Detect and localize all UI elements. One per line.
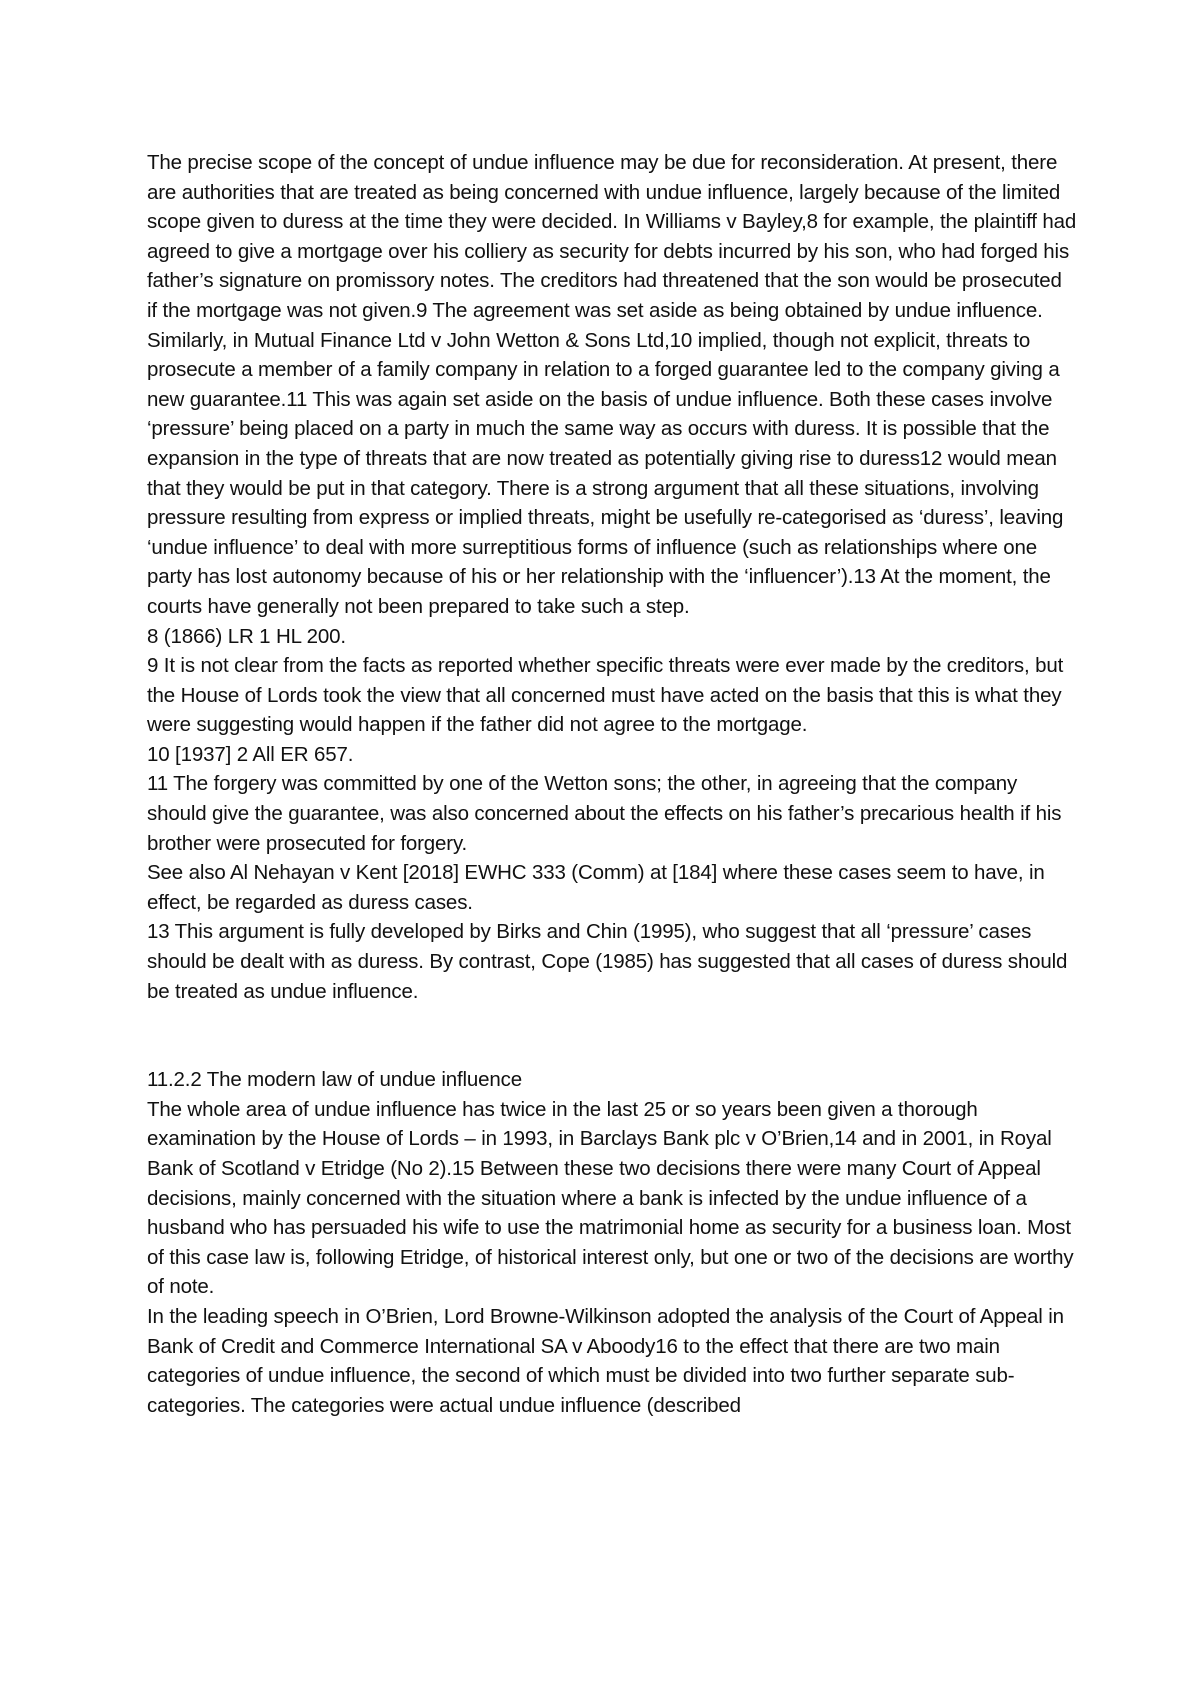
- footnote-13: 13 This argument is fully developed by Birks and Chin (1995), who suggest that all ‘pressure’ cases should be dealt with as duress. By contrast, Cope (1985) has suggested that all cases of duress should be treated as undue influence.: [147, 920, 1068, 1003]
- footnote-8: 8 (1866) LR 1 HL 200.: [147, 624, 346, 648]
- section-spacer: [147, 1006, 1077, 1065]
- footnote-9: 9 It is not clear from the facts as reported whether specific threats were ever made by the creditors, but the House of Lords took the view that all concerned must have acted on the basis that this is what they were suggesting would happen if the father did not agree to the mortgage.: [147, 654, 1064, 737]
- document-page: [147, 148, 1077, 1420]
- section-heading: 11.2.2 The modern law of undue influence: [147, 1068, 523, 1092]
- paragraph-undue-influence-scope: The precise scope of the concept of undue influence may be due for reconsideration. At present, there are authorities that are treated as being concerned with undue influence, largely because of the limited scope given to duress at the time they were decided. In Williams v Bayley,8 for example, the plaintiff had agreed to give a mortgage over his colliery as security for debts incurred by his son, who had forged his father’s signature on promissory notes. The creditors had threatened that the son would be prosecuted if the mortgage was not given.9 The agreement was set aside as being obtained by undue influence. Similarly, in Mutual Finance Ltd v John Wetton & Sons Ltd,10 implied, though not explicit, threats to prosecute a member of a family company in relation to a forged guarantee led to the company giving a new guarantee.11 This was again set aside on the basis of undue influence. Both these cases involve ‘pressure’ being placed on a party in much the same way as occurs with duress. It is possible that the expansion in the type of threats that are now treated as potentially giving rise to duress12 would mean that they would be put in that category. There is a strong argument that all these situations, involving pressure resulting from express or implied threats, might be usefully re-categorised as ‘duress’, leaving ‘undue influence’ to deal with more surreptitious forms of influence (such as relationships where one party has lost autonomy because of his or her relationship with the ‘influencer’).13 At the moment, the courts have generally not been prepared to take such a step.: [147, 151, 1077, 618]
- paragraph-obrien-categories: In the leading speech in O’Brien, Lord Browne-Wilkinson adopted the analysis of the Court of Appeal in Bank of Credit and Commerce International SA v Aboody16 to the effect that there are two main categories of undue influence, the second of which must be divided into two further separate sub-categories. The categories were actual undue influence (described: [147, 1304, 1064, 1417]
- footnote-11: 11 The forgery was committed by one of the Wetton sons; the other, in agreeing that the company should give the guarantee, was also concerned about the effects on his father’s precarious health if his brother were prosecuted for forgery.: [147, 772, 1062, 855]
- footnote-12: See also Al Nehayan v Kent [2018] EWHC 333 (Comm) at [184] where these cases seem to have, in effect, be regarded as duress cases.: [147, 861, 1045, 914]
- footnote-10: 10 [1937] 2 All ER 657.: [147, 742, 354, 766]
- paragraph-modern-law: The whole area of undue influence has twice in the last 25 or so years been given a thorough examination by the House of Lords – in 1993, in Barclays Bank plc v O’Brien,14 and in 2001, in Royal Bank of Scotland v Etridge (No 2).15 Between these two decisions there were many Court of Appeal decisions, mainly concerned with the situation where a bank is infected by the undue influence of a husband who has persuaded his wife to use the matrimonial home as security for a business loan. Most of this case law is, following Etridge, of historical interest only, but one or two of the decisions are worthy of note.: [147, 1097, 1074, 1299]
